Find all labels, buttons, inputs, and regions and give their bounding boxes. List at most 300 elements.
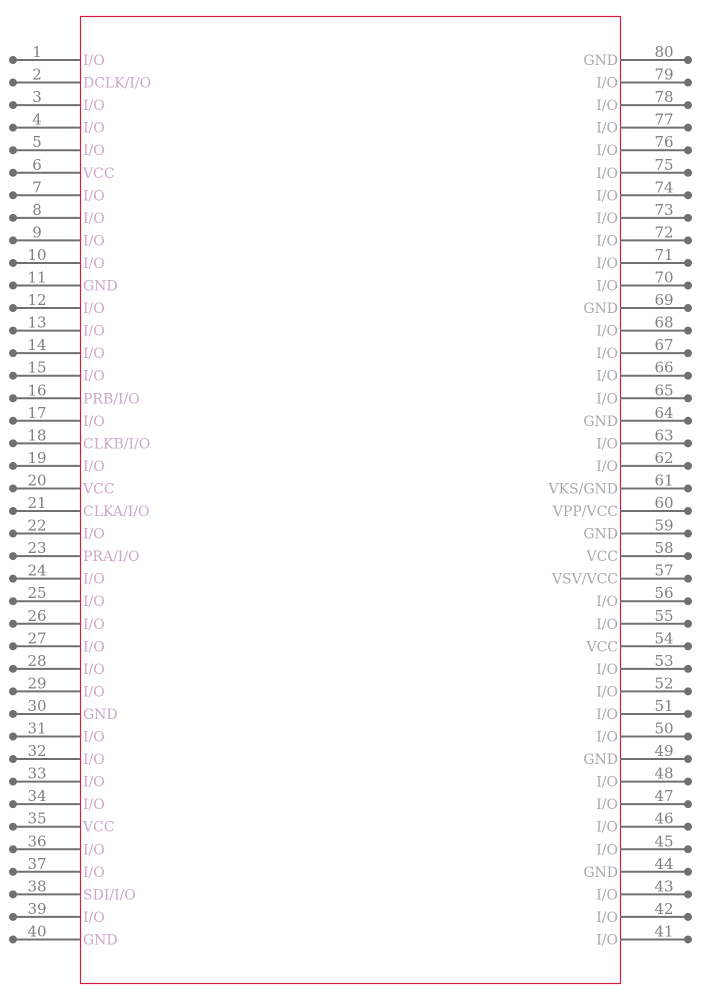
pin-name: VCC [83, 819, 115, 836]
pin-number: 50 [654, 719, 674, 738]
pin-end-dot [9, 687, 17, 695]
pin-name: I/O [596, 436, 618, 453]
pin-25 [9, 584, 105, 610]
pin-name: DCLK/I/O [83, 75, 152, 92]
pin-name: VKS/GND [548, 481, 618, 498]
pin-end-dot [9, 845, 17, 853]
pin-77 [596, 111, 692, 137]
pin-53 [596, 652, 692, 678]
pin-number: 1 [32, 43, 42, 61]
pin-80 [583, 43, 692, 69]
pin-name: I/O [83, 413, 105, 430]
pin-43 [596, 877, 692, 903]
pin-10 [9, 246, 105, 272]
pin-end-dot [684, 462, 692, 470]
pin-74 [596, 178, 692, 204]
pin-number: 69 [654, 291, 674, 310]
pin-number: 21 [27, 494, 47, 512]
pin-end-dot [684, 236, 692, 244]
pin-34 [9, 787, 105, 813]
pin-54 [585, 629, 692, 655]
pin-end-dot [684, 665, 692, 673]
pin-number: 46 [654, 809, 674, 828]
pin-62 [596, 449, 692, 475]
pin-number: 33 [27, 764, 47, 783]
pin-name: GND [583, 526, 618, 543]
pin-end-dot [9, 642, 17, 650]
pin-number: 7 [32, 178, 42, 197]
pin-name: I/O [83, 684, 105, 701]
pin-63 [596, 426, 692, 452]
pin-7 [9, 178, 105, 204]
pin-end-dot [684, 733, 692, 741]
pin-name: I/O [83, 526, 105, 543]
pin-number: 23 [27, 539, 47, 558]
pin-20 [9, 471, 115, 497]
pin-name: VCC [586, 639, 618, 656]
pin-number: 76 [654, 133, 674, 152]
pin-end-dot [9, 349, 17, 357]
pin-name: I/O [83, 571, 105, 588]
pin-number: 36 [27, 832, 47, 851]
pin-name: I/O [83, 98, 105, 115]
pin-name: I/O [83, 774, 105, 791]
pin-end-dot [9, 665, 17, 673]
pin-name: I/O [83, 842, 105, 859]
pin-76 [596, 133, 692, 159]
pin-number: 10 [27, 245, 47, 264]
pin-67 [596, 336, 692, 362]
pin-11 [9, 269, 118, 295]
pin-name: VCC [586, 549, 618, 566]
pin-name: I/O [596, 188, 618, 205]
pin-79 [596, 66, 692, 92]
pin-name: I/O [596, 842, 618, 859]
pin-37 [9, 855, 105, 881]
pin-12 [9, 291, 105, 317]
pin-end-dot [9, 124, 17, 132]
pin-end-dot [9, 101, 17, 109]
pin-name: I/O [596, 661, 618, 678]
pin-name: I/O [83, 323, 105, 340]
pin-35 [9, 810, 115, 836]
pin-number: 8 [32, 200, 42, 219]
pin-name: I/O [83, 143, 105, 160]
pin-name: I/O [596, 729, 618, 746]
pin-name: VPP/VCC [552, 504, 618, 520]
pin-number: 70 [654, 268, 674, 287]
pin-name: I/O [596, 255, 618, 272]
pin-number: 67 [654, 336, 674, 355]
pin-number: 4 [32, 110, 42, 129]
pin-end-dot [9, 236, 17, 244]
pin-end-dot [684, 890, 692, 898]
pin-name: I/O [596, 368, 618, 385]
pin-end-dot [684, 575, 692, 583]
component-body [81, 17, 621, 984]
pin-name: CLKB/I/O [83, 436, 151, 453]
pin-name: I/O [596, 346, 618, 363]
pin-number: 51 [654, 696, 674, 715]
pin-9 [9, 223, 105, 249]
pin-17 [9, 404, 105, 430]
pin-number: 58 [654, 539, 674, 558]
pin-number: 9 [32, 223, 42, 242]
pin-40 [9, 922, 118, 948]
pin-47 [596, 787, 692, 813]
pin-name: I/O [596, 774, 618, 791]
pin-number: 62 [654, 448, 674, 467]
pin-name: GND [583, 301, 618, 318]
pin-name: I/O [596, 616, 618, 633]
pin-73 [596, 201, 692, 227]
pin-number: 48 [654, 764, 674, 783]
pin-number: 17 [27, 403, 47, 422]
pin-name: GND [583, 752, 618, 769]
pin-number: 52 [654, 674, 674, 693]
pin-number: 57 [654, 561, 674, 580]
pin-end-dot [684, 507, 692, 515]
pin-59 [583, 517, 692, 543]
pin-end-dot [9, 394, 17, 402]
pin-name: I/O [83, 120, 105, 137]
pin-name: GND [83, 278, 118, 295]
pin-number: 56 [654, 584, 674, 603]
pin-name: I/O [83, 797, 105, 814]
pin-end-dot [9, 214, 17, 222]
pin-name: I/O [596, 233, 618, 250]
pin-name: I/O [596, 887, 618, 904]
pin-end-dot [684, 282, 692, 290]
pin-name: I/O [596, 278, 618, 295]
pin-end-dot [9, 890, 17, 898]
pin-number: 38 [27, 877, 47, 896]
pin-name: SDI/I/O [83, 887, 136, 904]
pin-end-dot [684, 935, 692, 943]
pin-name: I/O [83, 301, 105, 318]
pin-number: 20 [27, 471, 47, 490]
pin-end-dot [684, 169, 692, 177]
pin-3 [9, 88, 105, 114]
pin-end-dot [684, 484, 692, 492]
pin-66 [596, 359, 692, 385]
pin-36 [9, 832, 105, 858]
pin-number: 3 [32, 88, 42, 107]
pin-number: 74 [654, 178, 674, 197]
pin-end-dot [9, 733, 17, 741]
pin-number: 41 [654, 922, 674, 941]
pin-number: 79 [654, 65, 674, 84]
pin-end-dot [9, 146, 17, 154]
pin-end-dot [9, 868, 17, 876]
pin-number: 68 [654, 313, 674, 332]
pin-end-dot [684, 56, 692, 64]
pin-number: 6 [32, 155, 42, 174]
pin-name: I/O [596, 684, 618, 701]
pin-27 [9, 629, 105, 655]
pin-name: CLKA/I/O [83, 504, 150, 520]
pin-number: 63 [654, 426, 674, 445]
pin-number: 16 [27, 381, 47, 400]
pin-end-dot [9, 507, 17, 515]
pin-name: VSV/VCC [551, 571, 618, 588]
pin-name: I/O [596, 909, 618, 926]
pin-58 [585, 539, 692, 565]
pin-68 [596, 314, 692, 340]
pin-71 [596, 246, 692, 272]
pin-number: 43 [654, 877, 674, 896]
pin-end-dot [9, 552, 17, 560]
pin-end-dot [684, 124, 692, 132]
pin-end-dot [684, 191, 692, 199]
pin-number: 54 [654, 629, 674, 648]
pin-number: 22 [27, 516, 47, 535]
pin-number: 27 [27, 629, 47, 648]
pin-75 [596, 156, 692, 182]
pin-32 [9, 742, 105, 768]
pin-end-dot [684, 439, 692, 447]
pin-end-dot [9, 372, 17, 380]
pin-number: 64 [654, 403, 674, 422]
pin-number: 2 [32, 65, 42, 84]
pin-number: 71 [654, 245, 674, 264]
pin-number: 66 [654, 358, 674, 377]
pin-number: 19 [27, 448, 47, 467]
pin-name: I/O [596, 932, 618, 949]
pin-name: I/O [83, 53, 105, 69]
pin-number: 29 [27, 674, 47, 693]
pin-end-dot [684, 530, 692, 538]
pin-name: I/O [596, 391, 618, 408]
pin-name: GND [583, 413, 618, 430]
pin-end-dot [9, 79, 17, 87]
pin-name: I/O [83, 639, 105, 656]
pin-31 [9, 720, 105, 746]
pin-name: I/O [596, 143, 618, 160]
pin-name: I/O [83, 616, 105, 633]
pin-14 [9, 336, 105, 362]
pin-number: 65 [654, 381, 674, 400]
pin-end-dot [684, 349, 692, 357]
pin-end-dot [9, 710, 17, 718]
pin-number: 53 [654, 651, 674, 670]
pin-number: 15 [27, 358, 47, 377]
pin-number: 28 [27, 651, 47, 670]
pin-name: PRB/I/O [83, 391, 140, 408]
pin-13 [9, 314, 105, 340]
pin-end-dot [684, 687, 692, 695]
pin-name: I/O [596, 323, 618, 340]
pin-42 [596, 900, 692, 926]
pin-number: 31 [27, 719, 47, 738]
pin-number: 77 [654, 110, 674, 129]
pin-name: GND [583, 53, 618, 69]
pin-name: I/O [83, 188, 105, 205]
pin-39 [9, 900, 105, 926]
pin-30 [9, 697, 118, 723]
pin-number: 61 [654, 471, 674, 490]
pin-end-dot [9, 620, 17, 628]
pin-number: 14 [27, 336, 47, 355]
pin-number: 72 [654, 223, 674, 242]
pin-name: I/O [83, 864, 105, 881]
pin-end-dot [684, 79, 692, 87]
pin-end-dot [9, 417, 17, 425]
pin-name: I/O [596, 706, 618, 723]
pin-number: 25 [27, 584, 47, 603]
pin-65 [596, 381, 692, 407]
pin-end-dot [684, 710, 692, 718]
pin-41 [596, 922, 692, 948]
pin-end-dot [684, 417, 692, 425]
pin-name: I/O [596, 594, 618, 611]
pin-end-dot [684, 845, 692, 853]
pin-number: 12 [27, 291, 47, 310]
pin-number: 30 [27, 696, 47, 715]
pin-number: 47 [654, 787, 674, 806]
pin-end-dot [9, 327, 17, 335]
pin-number: 44 [654, 854, 674, 873]
pin-name: I/O [83, 909, 105, 926]
pin-28 [9, 652, 105, 678]
pin-52 [596, 674, 692, 700]
pin-end-dot [684, 778, 692, 786]
pin-name: I/O [83, 752, 105, 769]
pin-end-dot [9, 169, 17, 177]
pin-1 [9, 43, 105, 69]
pin-end-dot [9, 935, 17, 943]
pin-name: I/O [596, 75, 618, 92]
pin-name: I/O [596, 98, 618, 115]
pin-name: I/O [83, 233, 105, 250]
pin-number: 34 [27, 787, 47, 806]
pin-70 [596, 269, 692, 295]
pin-number: 35 [27, 809, 47, 828]
pin-number: 75 [654, 155, 674, 174]
pin-end-dot [684, 101, 692, 109]
pin-name: VCC [83, 165, 115, 182]
pin-8 [9, 201, 105, 227]
pin-45 [596, 832, 692, 858]
pin-name: GND [583, 864, 618, 881]
pin-number: 32 [27, 742, 47, 761]
pin-number: 49 [654, 742, 674, 761]
pin-end-dot [684, 214, 692, 222]
pin-end-dot [684, 327, 692, 335]
pin-end-dot [9, 575, 17, 583]
pin-number: 18 [27, 426, 47, 445]
pin-number: 59 [654, 516, 674, 535]
pin-end-dot [684, 913, 692, 921]
pin-26 [9, 607, 105, 633]
pin-name: GND [83, 706, 118, 723]
pin-64 [583, 404, 692, 430]
pin-end-dot [684, 823, 692, 831]
pin-end-dot [684, 552, 692, 560]
pin-number: 37 [27, 854, 47, 873]
pin-end-dot [9, 259, 17, 267]
pin-end-dot [9, 56, 17, 64]
pin-19 [9, 449, 105, 475]
right-pin-group [547, 43, 692, 948]
pin-end-dot [9, 530, 17, 538]
pin-50 [596, 720, 692, 746]
pin-number: 24 [27, 561, 47, 580]
pin-78 [596, 88, 692, 114]
pin-end-dot [684, 304, 692, 312]
pin-name: I/O [596, 120, 618, 137]
pin-name: I/O [83, 661, 105, 678]
pin-6 [9, 156, 115, 182]
pin-24 [9, 562, 105, 588]
pin-number: 55 [654, 606, 674, 625]
pin-name: PRA/I/O [83, 549, 140, 566]
pin-name: I/O [596, 210, 618, 227]
pin-22 [9, 517, 105, 543]
pin-44 [583, 855, 692, 881]
pin-51 [596, 697, 692, 723]
pin-72 [596, 223, 692, 249]
pin-5 [9, 133, 105, 159]
pin-end-dot [9, 597, 17, 605]
pin-end-dot [684, 620, 692, 628]
pin-end-dot [684, 372, 692, 380]
pin-end-dot [684, 146, 692, 154]
pin-number: 60 [654, 494, 674, 512]
pin-number: 80 [654, 43, 674, 61]
pin-end-dot [684, 259, 692, 267]
pin-number: 39 [27, 899, 47, 918]
pin-name: I/O [83, 368, 105, 385]
pin-end-dot [684, 755, 692, 763]
pin-end-dot [684, 597, 692, 605]
pin-name: VCC [83, 481, 115, 498]
pin-15 [9, 359, 105, 385]
pin-56 [596, 584, 692, 610]
pin-name: I/O [596, 797, 618, 814]
pin-name: I/O [83, 346, 105, 363]
pin-end-dot [684, 868, 692, 876]
pin-4 [9, 111, 105, 137]
pin-number: 42 [654, 899, 674, 918]
pin-end-dot [9, 191, 17, 199]
pin-name: I/O [83, 255, 105, 272]
pin-name: I/O [83, 458, 105, 475]
pin-number: 13 [27, 313, 47, 332]
pin-name: I/O [596, 819, 618, 836]
pin-end-dot [9, 755, 17, 763]
pin-end-dot [9, 484, 17, 492]
pin-name: I/O [83, 594, 105, 611]
pin-46 [596, 810, 692, 836]
pin-end-dot [9, 913, 17, 921]
pin-33 [9, 765, 105, 791]
pin-number: 40 [27, 922, 47, 941]
pin-name: I/O [83, 210, 105, 227]
pin-end-dot [9, 304, 17, 312]
pin-end-dot [684, 642, 692, 650]
pin-name: I/O [596, 458, 618, 475]
pin-29 [9, 674, 105, 700]
pin-number: 11 [27, 268, 47, 287]
pin-name: GND [83, 932, 118, 949]
pin-end-dot [9, 800, 17, 808]
pin-number: 26 [27, 606, 47, 625]
pin-end-dot [684, 394, 692, 402]
pin-end-dot [9, 282, 17, 290]
pin-end-dot [9, 462, 17, 470]
pin-48 [596, 765, 692, 791]
